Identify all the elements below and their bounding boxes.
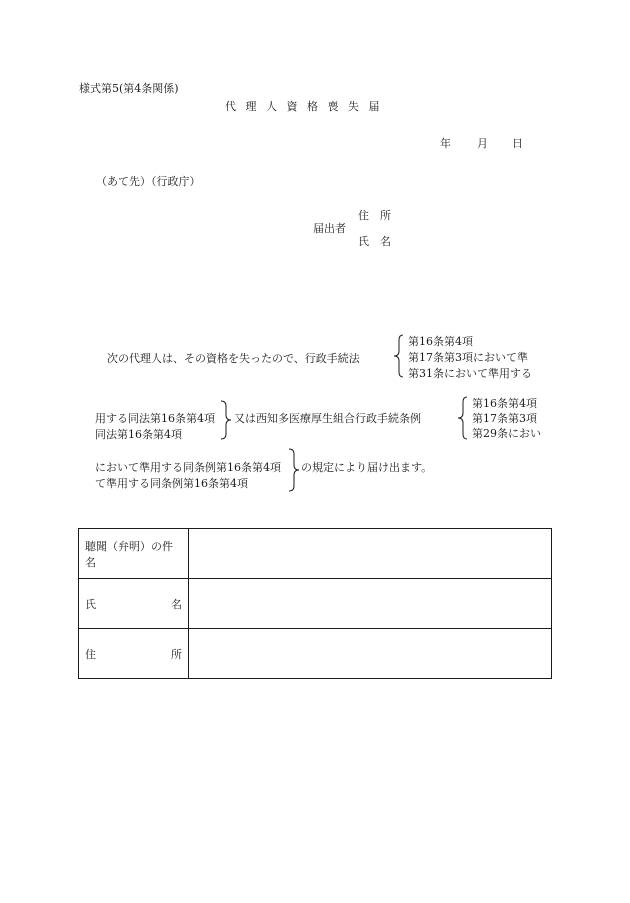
document-title: 代 理 人 資 格 喪 失 届 bbox=[225, 100, 383, 113]
brace-1 bbox=[393, 334, 405, 378]
hearing-subject-label: 聴聞（弁明）の件名 bbox=[79, 529, 189, 579]
subject-table bbox=[78, 528, 552, 679]
brace1-item-3: 第31条において準用する bbox=[408, 367, 532, 380]
brace-3 bbox=[457, 396, 469, 440]
brace2-item-2: 同法第16条第4項 bbox=[95, 428, 182, 441]
hearing-subject-field[interactable] bbox=[189, 529, 552, 579]
name-field[interactable] bbox=[189, 579, 552, 629]
applicant-address-label: 住 所 bbox=[358, 209, 391, 222]
body-line1-prefix: 次の代理人は、その資格を失ったので、行政手続法 bbox=[107, 352, 360, 365]
date-day: 日 bbox=[512, 137, 523, 150]
form-number: 様式第5(第4条関係) bbox=[79, 82, 179, 95]
brace2-item-1: 用する同法第16条第4項 bbox=[95, 412, 215, 425]
brace-2 bbox=[220, 400, 232, 440]
name-label-a: 氏 bbox=[85, 597, 96, 611]
date-year: 年 bbox=[440, 137, 451, 150]
brace4-item-1: において準用する同条例第16条第4項 bbox=[95, 461, 281, 474]
body-line2-middle: 又は西知多医療厚生組合行政手続条例 bbox=[234, 412, 421, 425]
brace1-item-1: 第16条第4項 bbox=[408, 335, 473, 348]
closing-text: の規定により届け出ます。 bbox=[301, 461, 433, 474]
brace4-item-2: て準用する同条例第16条第4項 bbox=[95, 477, 248, 490]
addressee: （あて先）（行政庁） bbox=[96, 175, 201, 188]
address-field[interactable] bbox=[189, 629, 552, 679]
name-label-cell bbox=[79, 579, 189, 629]
brace1-item-2: 第17条第3項において準 bbox=[408, 351, 528, 364]
brace-4 bbox=[288, 448, 300, 492]
table-row bbox=[79, 579, 552, 629]
date-month: 月 bbox=[477, 137, 488, 150]
brace3-item-1: 第16条第4項 bbox=[472, 397, 537, 410]
table-row bbox=[79, 629, 552, 679]
address-label-b: 所 bbox=[171, 647, 182, 661]
address-label-cell bbox=[79, 629, 189, 679]
applicant-name-label: 氏 名 bbox=[358, 235, 391, 248]
applicant-label: 届出者 bbox=[313, 222, 346, 235]
address-label-a: 住 bbox=[85, 647, 96, 661]
name-label-b: 名 bbox=[171, 597, 182, 611]
brace3-item-2: 第17条第3項 bbox=[472, 412, 537, 425]
table-row bbox=[79, 529, 552, 579]
brace3-item-3: 第29条におい bbox=[472, 427, 541, 440]
